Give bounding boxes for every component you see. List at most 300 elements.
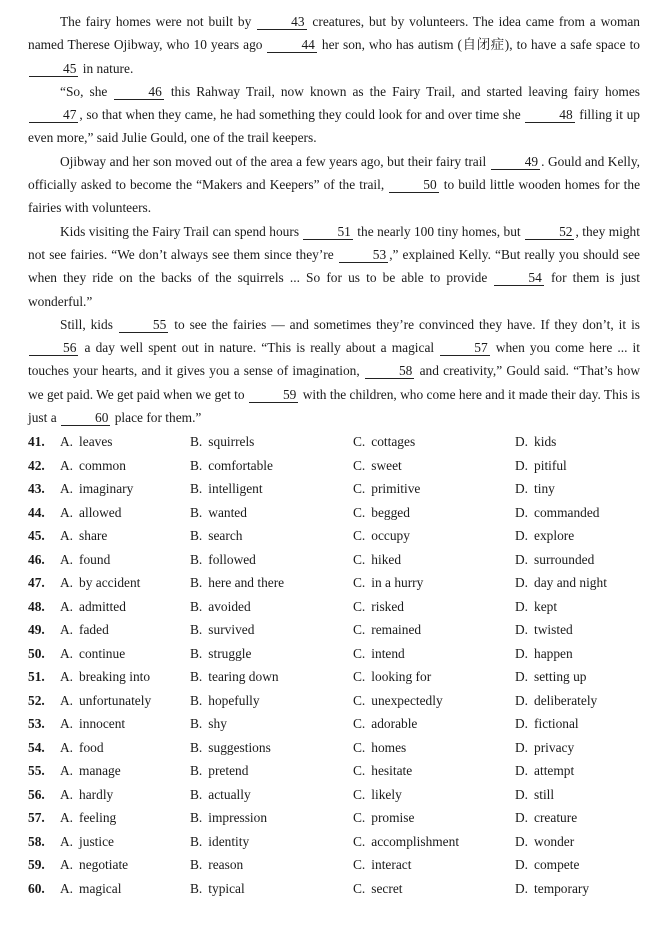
option-letter: A. [60,833,74,849]
option-text: explore [534,528,575,544]
option-text: tiny [534,481,555,497]
option-c [353,712,515,736]
option-d [515,595,640,619]
option-b [190,430,353,454]
option-letter: D. [515,833,529,849]
question-number: 57. [28,810,45,826]
blank-45: 45 [29,61,78,77]
option-letter: B. [190,786,203,802]
option-a [60,759,190,783]
option-b [190,830,353,854]
question-row [28,877,640,901]
option-text: magical [79,880,122,896]
option-text: creature [534,810,578,826]
question-number: 60. [28,880,45,896]
option-letter: D. [515,786,529,802]
question-row [28,830,640,854]
option-letter: B. [190,575,203,591]
blank-57: 57 [440,340,489,356]
option-text: manage [79,763,121,779]
option-text: accomplishment [371,833,460,849]
option-letter: D. [515,551,529,567]
option-d [515,783,640,807]
option-text: struggle [208,645,252,661]
question-number: 48. [28,598,45,614]
option-text: pitiful [534,457,567,473]
option-text: risked [371,598,405,614]
option-d [515,853,640,877]
option-letter: D. [515,504,529,520]
question-row [28,501,640,525]
blank-54: 54 [494,270,543,286]
question-row [28,454,640,478]
option-text: typical [208,880,245,896]
option-text: breaking into [79,669,151,685]
option-letter: B. [190,857,203,873]
question-row [28,524,640,548]
passage-text: Ojibway and her son moved out of the area a few years ago, but their fairy trail [60,153,490,169]
option-text: secret [371,880,403,896]
option-c [353,689,515,713]
option-text: actually [208,786,251,802]
question-number: 52. [28,692,45,708]
option-text: temporary [534,880,590,896]
option-b [190,759,353,783]
blank-55: 55 [119,317,168,333]
option-b [190,665,353,689]
option-a [60,501,190,525]
option-letter: B. [190,833,203,849]
option-letter: A. [60,645,74,661]
question-number: 51. [28,669,45,685]
option-letter: B. [190,716,203,732]
option-letter: B. [190,622,203,638]
option-text: pretend [208,763,249,779]
option-text: deliberately [534,692,598,708]
option-a [60,548,190,572]
option-b [190,853,353,877]
passage-text: when you come here ... it touches your hearts, and it gives you a sense of imagination, [28,340,640,379]
option-text: followed [208,551,256,567]
option-letter: A. [60,716,74,732]
option-letter: C. [353,669,366,685]
option-a [60,618,190,642]
option-a [60,783,190,807]
option-text: admitted [79,598,126,614]
option-letter: C. [353,810,366,826]
option-letter: A. [60,669,74,685]
passage-text: to build little wooden homes for the fairies with volunteers. [28,177,641,216]
option-b [190,806,353,830]
option-a [60,877,190,901]
option-letter: D. [515,716,529,732]
question-number: 55. [28,763,45,779]
passage-text: place for them.” [111,410,202,426]
option-c [353,853,515,877]
blank-46: 46 [114,84,163,100]
option-text: unexpectedly [371,692,443,708]
option-text: found [79,551,111,567]
question-number: 56. [28,786,45,802]
option-letter: C. [353,457,366,473]
option-text: cottages [371,434,416,450]
passage-paragraph [28,150,640,220]
option-letter: B. [190,669,203,685]
option-letter: A. [60,739,74,755]
option-text: fictional [534,716,579,732]
option-text: suggestions [208,739,271,755]
option-c [353,571,515,595]
option-letter: A. [60,504,74,520]
option-letter: B. [190,457,203,473]
option-b [190,783,353,807]
blank-43: 43 [257,14,306,30]
option-c [353,642,515,666]
option-text: justice [79,833,114,849]
option-letter: B. [190,763,203,779]
question-row [28,477,640,501]
passage-text: , so that when they came, he had something they could look for and over time she [79,107,525,123]
cloze-passage [28,10,640,429]
option-letter: A. [60,481,74,497]
option-text: compete [534,857,580,873]
passage-paragraph [28,313,640,429]
option-b [190,689,353,713]
option-d [515,454,640,478]
option-d [515,665,640,689]
option-letter: D. [515,481,529,497]
option-text: sweet [371,457,402,473]
option-text: privacy [534,739,575,755]
option-text: begged [371,504,410,520]
passage-paragraph [28,80,640,150]
option-text: twisted [534,622,573,638]
option-text: reason [208,857,244,873]
question-number: 58. [28,833,45,849]
question-number: 45. [28,528,45,544]
option-text: setting up [534,669,587,685]
option-c [353,454,515,478]
option-letter: D. [515,810,529,826]
option-d [515,430,640,454]
option-text: common [79,457,126,473]
option-a [60,712,190,736]
blank-56: 56 [29,340,78,356]
question-row [28,571,640,595]
question-row [28,548,640,572]
option-text: impression [208,810,268,826]
option-text: faded [79,622,109,638]
question-number: 44. [28,504,45,520]
question-number: 47. [28,575,45,591]
option-letter: C. [353,528,366,544]
question-number: 43. [28,481,45,497]
option-text: shy [208,716,227,732]
option-letter: D. [515,622,529,638]
option-letter: A. [60,598,74,614]
option-text: likely [371,786,402,802]
option-letter: C. [353,575,366,591]
option-letter: D. [515,763,529,779]
option-letter: B. [190,528,203,544]
option-text: looking for [371,669,432,685]
option-a [60,736,190,760]
option-letter: A. [60,857,74,873]
option-letter: D. [515,457,529,473]
blank-49: 49 [491,154,540,170]
option-c [353,830,515,854]
option-d [515,477,640,501]
option-letter: B. [190,504,203,520]
option-b [190,524,353,548]
option-text: negotiate [79,857,129,873]
option-letter: B. [190,880,203,896]
option-b [190,571,353,595]
question-number: 59. [28,857,45,873]
option-text: survived [208,622,255,638]
option-letter: B. [190,810,203,826]
option-text: interact [371,857,412,873]
option-b [190,454,353,478]
passage-text: the nearly 100 tiny homes, but [353,223,525,239]
option-text: commanded [534,504,600,520]
option-letter: C. [353,716,366,732]
option-letter: B. [190,739,203,755]
blank-51: 51 [303,224,352,240]
option-letter: B. [190,692,203,708]
option-d [515,712,640,736]
question-row [28,759,640,783]
passage-text: Still, kids [60,316,118,332]
option-text: unfortunately [79,692,152,708]
option-d [515,806,640,830]
passage-paragraph [28,10,640,80]
option-c [353,618,515,642]
passage-text: and creativity,” Gould said. “That’s how we get paid. We get paid when we get to [28,363,640,402]
option-d [515,642,640,666]
passage-text: this Rahway Trail, now known as the Fairy Trail, and started leaving fairy homes [164,83,640,99]
option-d [515,548,640,572]
passage-text: filling it up even more,” said Julie Gould, one of the trail keepers. [28,107,640,146]
option-text: allowed [79,504,122,520]
option-text: still [534,786,555,802]
option-a [60,477,190,501]
question-number: 42. [28,457,45,473]
option-text: by accident [79,575,141,591]
option-c [353,877,515,901]
option-letter: C. [353,481,366,497]
option-letter: D. [515,739,529,755]
option-c [353,783,515,807]
question-number: 54. [28,739,45,755]
option-b [190,595,353,619]
option-c [353,524,515,548]
blank-47: 47 [29,107,78,123]
option-letter: D. [515,669,529,685]
question-row [28,595,640,619]
question-row [28,642,640,666]
option-letter: D. [515,598,529,614]
option-letter: C. [353,786,366,802]
blank-53: 53 [339,247,388,263]
option-text: primitive [371,481,421,497]
option-text: share [79,528,108,544]
question-number: 49. [28,622,45,638]
option-a [60,642,190,666]
option-text: identity [208,833,250,849]
option-b [190,501,353,525]
question-row [28,853,640,877]
option-text: adorable [371,716,418,732]
question-row [28,712,640,736]
option-letter: A. [60,575,74,591]
option-letter: C. [353,763,366,779]
option-text: attempt [534,763,575,779]
option-letter: A. [60,810,74,826]
option-c [353,477,515,501]
option-letter: C. [353,692,366,708]
option-b [190,642,353,666]
blank-44: 44 [267,37,316,53]
option-c [353,595,515,619]
option-text: hiked [371,551,402,567]
option-text: intelligent [208,481,263,497]
option-text: happen [534,645,573,661]
option-letter: C. [353,833,366,849]
option-letter: C. [353,551,366,567]
option-a [60,454,190,478]
option-a [60,689,190,713]
option-text: innocent [79,716,126,732]
option-letter: C. [353,434,366,450]
passage-text: creatures, but by volunteers. The idea came from a woman named Therese Ojibway, who 10 years ago [28,14,640,53]
option-letter: B. [190,551,203,567]
blank-48: 48 [525,107,574,123]
options-list [28,430,640,900]
option-a [60,853,190,877]
option-a [60,571,190,595]
option-letter: A. [60,622,74,638]
option-b [190,736,353,760]
option-text: hopefully [208,692,260,708]
option-text: wonder [534,833,575,849]
option-text: hardly [79,786,114,802]
option-text: occupy [371,528,410,544]
option-letter: B. [190,481,203,497]
passage-text: , they might not see fairies. “We don’t always see them since they’re [28,223,640,262]
option-a [60,595,190,619]
blank-52: 52 [525,224,574,240]
option-letter: C. [353,880,366,896]
option-letter: A. [60,434,74,450]
option-letter: B. [190,645,203,661]
passage-text: to see the fairies — and sometimes they’re convinced they have. If they don’t, it is [169,316,640,332]
question-row [28,736,640,760]
option-letter: D. [515,645,529,661]
option-letter: C. [353,622,366,638]
option-text: tearing down [208,669,279,685]
option-a [60,806,190,830]
option-a [60,430,190,454]
option-letter: A. [60,457,74,473]
option-letter: C. [353,598,366,614]
option-c [353,430,515,454]
option-c [353,548,515,572]
passage-text: her son, who has autism (自闭症), to have a safe space to [317,37,640,53]
option-text: here and there [208,575,285,591]
option-b [190,877,353,901]
question-number: 50. [28,645,45,661]
option-text: kept [534,598,558,614]
option-text: squirrels [208,434,255,450]
question-row [28,618,640,642]
passage-text: The fairy homes were not built by [60,14,257,29]
option-c [353,759,515,783]
option-text: day and night [534,575,607,591]
question-row [28,783,640,807]
question-number: 53. [28,716,45,732]
option-d [515,736,640,760]
blank-50: 50 [389,177,438,193]
option-text: remained [371,622,422,638]
option-text: kids [534,434,557,450]
option-d [515,877,640,901]
option-d [515,524,640,548]
option-letter: C. [353,504,366,520]
option-text: search [208,528,243,544]
option-text: surrounded [534,551,595,567]
option-a [60,830,190,854]
question-row [28,665,640,689]
option-text: wanted [208,504,247,520]
option-b [190,618,353,642]
option-b [190,477,353,501]
option-letter: C. [353,739,366,755]
option-text: leaves [79,434,113,450]
option-text: avoided [208,598,251,614]
option-text: continue [79,645,126,661]
option-letter: D. [515,857,529,873]
option-b [190,712,353,736]
option-text: imaginary [79,481,134,497]
option-c [353,501,515,525]
passage-text: ,” explained Kelly. “But really you should see when they ride on the backs of the squirrels ... So for us to be able to provide [28,246,640,286]
option-c [353,806,515,830]
option-letter: D. [515,434,529,450]
option-letter: C. [353,645,366,661]
passage-text: “So, she [60,83,114,99]
option-letter: B. [190,434,203,450]
question-row [28,430,640,454]
option-a [60,665,190,689]
option-c [353,665,515,689]
passage-text: for them is just wonderful.” [28,270,640,309]
passage-text: a day well spent out in nature. “This is really about a magical [79,340,440,356]
option-text: homes [371,739,407,755]
question-row [28,689,640,713]
option-text: intend [371,645,405,661]
option-letter: A. [60,692,74,708]
option-letter: D. [515,692,529,708]
option-d [515,618,640,642]
option-d [515,501,640,525]
option-d [515,830,640,854]
option-c [353,736,515,760]
option-a [60,524,190,548]
option-letter: D. [515,575,529,591]
question-row [28,806,640,830]
option-text: in a hurry [371,575,424,591]
